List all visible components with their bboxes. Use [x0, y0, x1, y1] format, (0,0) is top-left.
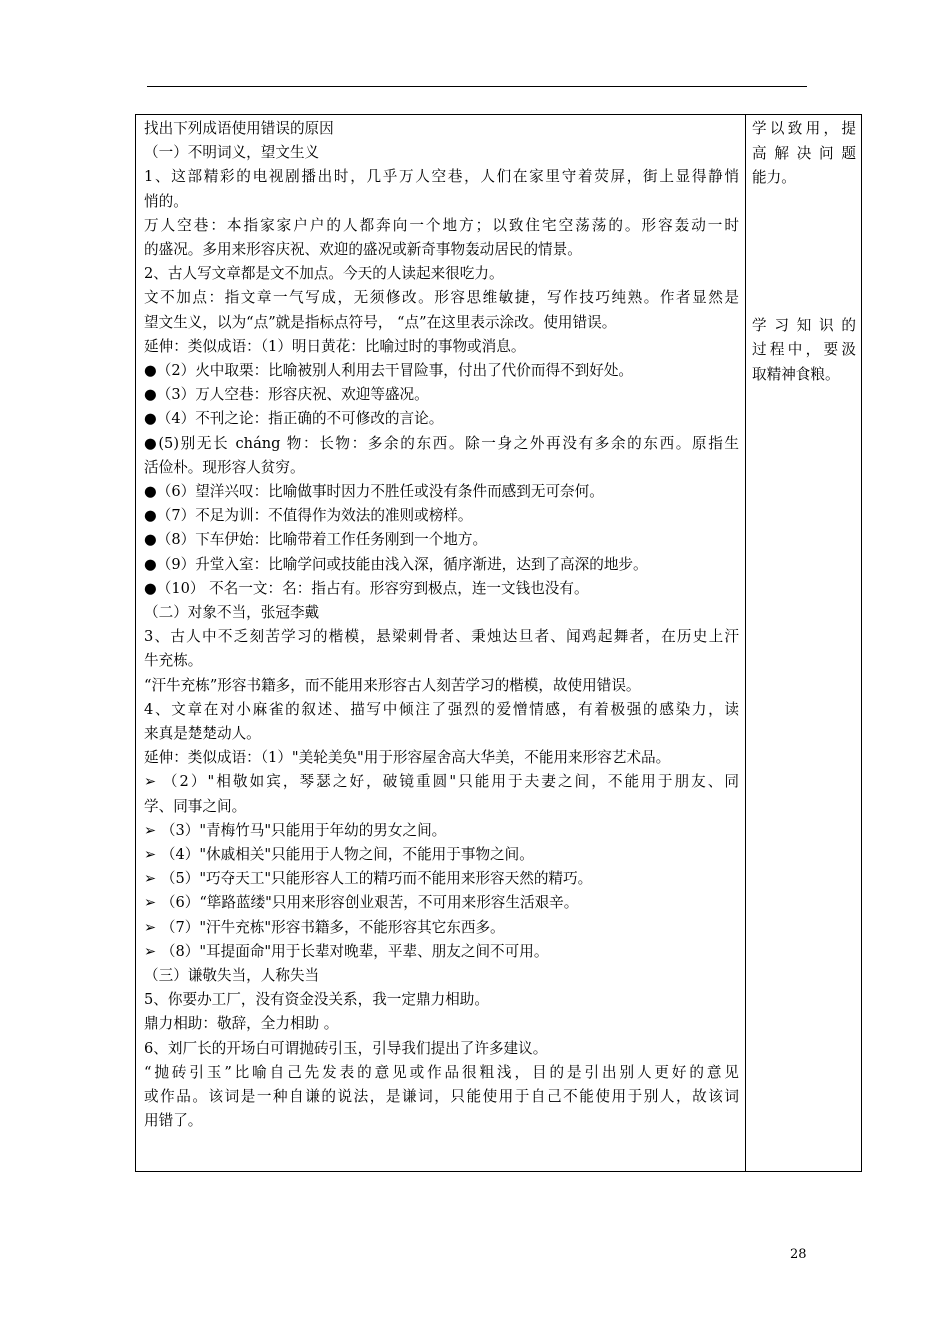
header-rule — [147, 86, 807, 87]
content-line: 望文生义，以为“点”就是指标点符号， “点”在这里表示涂改。使用错误。 — [144, 313, 617, 331]
content-line: 牛充栋。 — [144, 652, 203, 670]
content-line: ➢ （4）"休戚相关"只能用于人物之间，不能用于事物之间。 — [144, 845, 534, 863]
content-line: 4、文章在对小麻雀的叙述、描写中倾注了强烈的爱憎情感，有着极强的感染力，读 — [144, 700, 739, 718]
side-note-line: 能力。 — [752, 169, 796, 187]
side-note-line: 过程中，要汲 — [752, 341, 856, 359]
content-line: ●（3）万人空巷：形容庆祝、欢迎等盛况。 — [144, 386, 429, 404]
content-line: ●（8）下车伊始：比喻带着工作任务刚到一个地方。 — [144, 531, 488, 549]
content-line: 延伸：类似成语：（1）"美轮美奂"用于形容屋舍高大华美，不能用来形容艺术品。 — [144, 749, 671, 767]
content-line: “抛砖引玉”比喻自己先发表的意见或作品很粗浅，目的是引出别人更好的意见 — [144, 1063, 739, 1081]
content-line: ●（10） 不名一文：名：指占有。形容穷到极点，连一文钱也没有。 — [144, 579, 589, 597]
content-line: 鼎力相助：敬辞，全力相助 。 — [144, 1015, 339, 1033]
page-number: 28 — [790, 1247, 807, 1262]
content-line: 6、刘厂长的开场白可谓抛砖引玉，引导我们提出了许多建议。 — [144, 1039, 548, 1057]
side-note-1 — [752, 117, 856, 191]
side-note-2 — [752, 314, 856, 388]
content-line: ●（4）不刊之论：指正确的不可修改的言论。 — [144, 410, 444, 428]
content-line: 3、古人中不乏刻苦学习的楷模，悬梁刺骨者、秉烛达旦者、闻鸡起舞者，在历史上汗 — [144, 628, 739, 646]
content-line: “汗牛充栋”形容书籍多，而不能用来形容古人刻苦学习的楷模，故使用错误。 — [144, 676, 641, 694]
content-line: ➢ （3）"青梅竹马"只能用于年幼的男女之间。 — [144, 821, 447, 839]
content-line: ➢ （5）"巧夺天工"只能形容人工的精巧而不能用来形容天然的精巧。 — [144, 870, 593, 888]
content-line: ●（9）升堂入室：比喻学问或技能由浅入深，循序渐进，达到了高深的地步。 — [144, 555, 648, 573]
content-line: ➢ （8）"耳提面命"用于长辈对晚辈，平辈、朋友之间不可用。 — [144, 942, 549, 960]
content-line: 的盛况。多用来形容庆祝、欢迎的盛况或新奇事物轰动居民的情景。 — [144, 240, 582, 258]
content-line: ➢ （6）“筚路蓝缕"只用来形容创业艰苦，不可用来形容生活艰辛。 — [144, 894, 579, 912]
content-line: 用错了。 — [144, 1112, 203, 1130]
content-line: 找出下列成语使用错误的原因 — [144, 120, 334, 137]
side-note-line: 高解决问题 — [752, 144, 856, 162]
content-line: 1、这部精彩的电视剧播出时，几乎万人空巷，人们在家里守着荧屏，街上显得静悄 — [144, 168, 739, 186]
content-column — [136, 115, 746, 1171]
content-line: ●（2）火中取栗：比喻被别人利用去干冒险事，付出了代价而得不到好处。 — [144, 361, 634, 379]
content-line: （三）谦敬失当，人称失当 — [144, 967, 320, 984]
lesson-table — [135, 114, 862, 1172]
content-line: 文不加点：指文章一气写成，无须修改。形容思维敏捷，写作技巧纯熟。作者显然是 — [144, 289, 739, 307]
side-note-line: 学以致用，提 — [752, 120, 856, 137]
content-line: ●(5)别无长 cháng 物：长物：多余的东西。除一身之外再没有多余的东西。原指生 — [144, 434, 739, 452]
content-line: 5、你要办工厂，没有资金没关系，我一定鼎力相助。 — [144, 991, 489, 1009]
content-line: 2、古人写文章都是文不加点。今天的人读起来很吃力。 — [144, 265, 504, 283]
content-line: ●（6）望洋兴叹：比喻做事时因力不胜任或没有条件而感到无可奈何。 — [144, 482, 604, 500]
content-line: 万人空巷：本指家家户户的人都奔向一个地方；以致住宅空荡荡的。形容轰动一时 — [144, 216, 739, 234]
content-line: ●（7）不足为训：不值得作为效法的准则或榜样。 — [144, 507, 473, 525]
content-line: 来真是楚楚动人。 — [144, 724, 261, 742]
content-line: 活俭朴。现形容人贫穷。 — [144, 458, 305, 476]
content-line: 悄的。 — [144, 192, 188, 210]
side-note-line: 学习知识的 — [752, 316, 856, 334]
side-note-line: 取精神食粮。 — [752, 365, 840, 383]
notes-column — [746, 115, 861, 1171]
content-line: 延伸：类似成语：（1）明日黄花：比喻过时的事物或消息。 — [144, 337, 526, 355]
content-line: 或作品。该词是一种自谦的说法，是谦词，只能使用于自己不能使用于别人，故该词 — [144, 1088, 739, 1105]
content-line: （一）不明词义，望文生义 — [144, 144, 320, 162]
content-line: （二）对象不当，张冠李戴 — [144, 604, 320, 621]
content-line: 学、同事之间。 — [144, 797, 247, 815]
content-line: ➢ （7）"汗牛充栋"形容书籍多，不能形容其它东西多。 — [144, 918, 505, 936]
content-line: ➢ （2）"相敬如宾，琴瑟之好，破镜重圆"只能用于夫妻之间，不能用于朋友、同 — [144, 773, 739, 791]
